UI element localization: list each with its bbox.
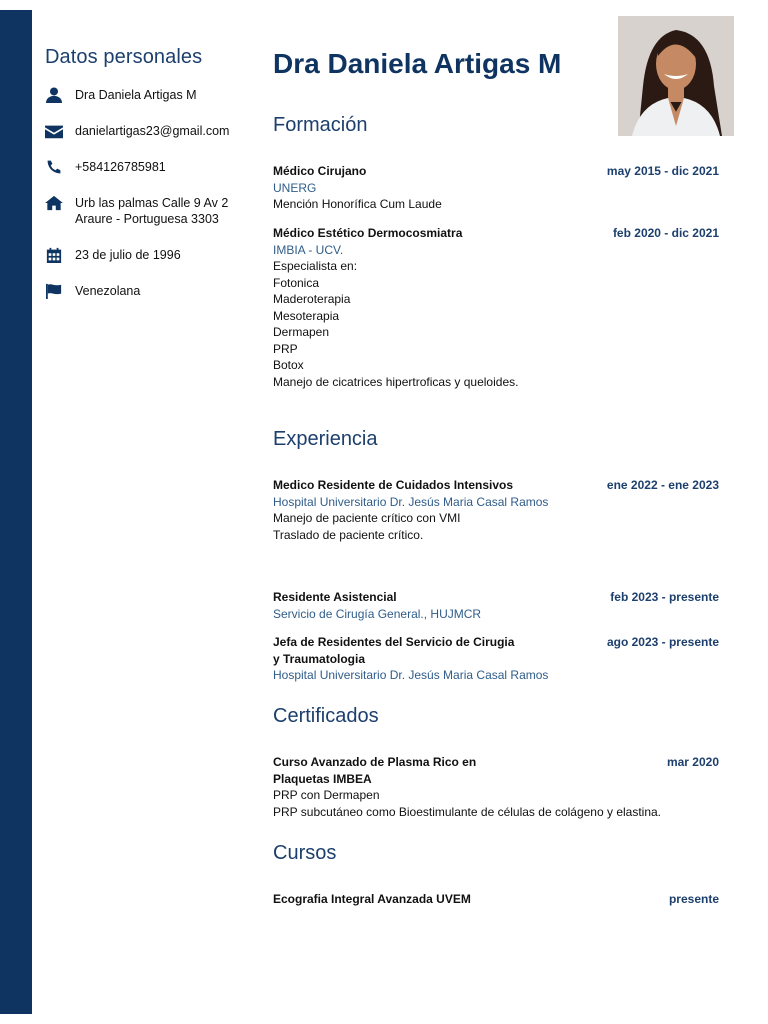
entry-title: Jefa de Residentes del Servicio de Cirugia bbox=[273, 635, 515, 649]
entry-detail: Maderoterapia bbox=[273, 292, 351, 306]
entry-date: may 2015 - dic 2021 bbox=[606, 164, 719, 178]
entry-detail: Traslado de paciente crítico. bbox=[273, 527, 424, 542]
envelope-icon bbox=[45, 123, 75, 139]
course-entry bbox=[273, 891, 719, 908]
calendar-icon bbox=[45, 247, 75, 263]
entry-institution: UNERG bbox=[273, 180, 317, 195]
entry-detail: Fotonica bbox=[273, 275, 320, 290]
entry-detail: Especialista en: bbox=[273, 259, 358, 273]
personal-item-name: Dra Daniela Artigas M bbox=[45, 87, 245, 103]
resume-name: Dra Daniela Artigas M bbox=[273, 48, 562, 79]
entry-date: ago 2023 - presente bbox=[606, 635, 719, 649]
entry-detail: PRP subcutáneo como Bioestimulante de células de colágeno y elastina. bbox=[273, 804, 662, 819]
education-entry bbox=[273, 163, 719, 213]
entry-title: Ecografia Integral Avanzada UVEM bbox=[273, 892, 471, 906]
entry-date: mar 2020 bbox=[666, 755, 719, 769]
entry-detail: Manejo de paciente crítico con VMI bbox=[273, 511, 461, 525]
entry-title: Residente Asistencial bbox=[273, 590, 397, 604]
experience-entry bbox=[273, 589, 719, 622]
personal-item-birthdate: 23 de julio de 1996 bbox=[45, 247, 245, 263]
user-icon bbox=[45, 87, 75, 103]
personal-item-email: danielartigas23@gmail.com bbox=[45, 123, 245, 139]
courses-heading: Cursos bbox=[273, 842, 337, 864]
personal-data-heading: Datos personales bbox=[45, 46, 203, 68]
entry-title-continued: Plaquetas IMBEA bbox=[273, 771, 372, 786]
experience-entry bbox=[273, 477, 719, 543]
entry-title: Médico Cirujano bbox=[273, 164, 367, 178]
entry-title: Curso Avanzado de Plasma Rico en bbox=[273, 755, 477, 769]
personal-data-section bbox=[45, 46, 245, 299]
certificate-entry bbox=[273, 754, 719, 820]
flag-icon bbox=[45, 283, 75, 299]
personal-item-nationality: Venezolana bbox=[45, 283, 245, 299]
entry-institution: Hospital Universitario Dr. Jesús Maria Casal Ramos bbox=[273, 668, 549, 682]
entry-institution: IMBIA - UCV. bbox=[273, 242, 344, 257]
entry-detail: Dermapen bbox=[273, 325, 330, 339]
entry-detail: Manejo de cicatrices hipertroficas y queloides. bbox=[273, 374, 519, 389]
entry-institution: Servicio de Cirugía General., HUJMCR bbox=[273, 606, 482, 621]
entry-title: Medico Residente de Cuidados Intensivos bbox=[273, 478, 514, 492]
entry-detail: Mención Honorífica Cum Laude bbox=[273, 197, 442, 211]
sidebar-accent-bar bbox=[0, 10, 32, 1014]
entry-institution: Hospital Universitario Dr. Jesús Maria Casal Ramos bbox=[273, 494, 549, 509]
phone-icon bbox=[45, 159, 75, 175]
personal-item-address: Urb las palmas Calle 9 Av 2 Araure - Portuguesa 3303 bbox=[45, 195, 245, 227]
education-entry bbox=[273, 225, 719, 390]
entry-detail: Mesoterapia bbox=[273, 308, 340, 323]
profile-photo bbox=[618, 16, 734, 136]
personal-item-phone: +584126785981 bbox=[45, 159, 245, 175]
entry-date: feb 2023 - presente bbox=[610, 590, 719, 604]
entry-detail: PRP con Dermapen bbox=[273, 788, 380, 802]
education-heading: Formación bbox=[273, 114, 368, 136]
entry-detail: PRP bbox=[273, 341, 298, 356]
entry-date: presente bbox=[668, 892, 719, 906]
entry-date: ene 2022 - ene 2023 bbox=[606, 478, 719, 492]
entry-title: Médico Estético Dermocosmiatra bbox=[273, 226, 463, 240]
certificates-heading: Certificados bbox=[273, 705, 379, 727]
experience-heading: Experiencia bbox=[273, 428, 378, 450]
entry-title-continued: y Traumatologia bbox=[273, 651, 366, 666]
experience-entry bbox=[273, 634, 719, 684]
entry-date: feb 2020 - dic 2021 bbox=[612, 226, 719, 240]
home-icon bbox=[45, 195, 75, 211]
entry-detail: Botox bbox=[273, 358, 304, 372]
